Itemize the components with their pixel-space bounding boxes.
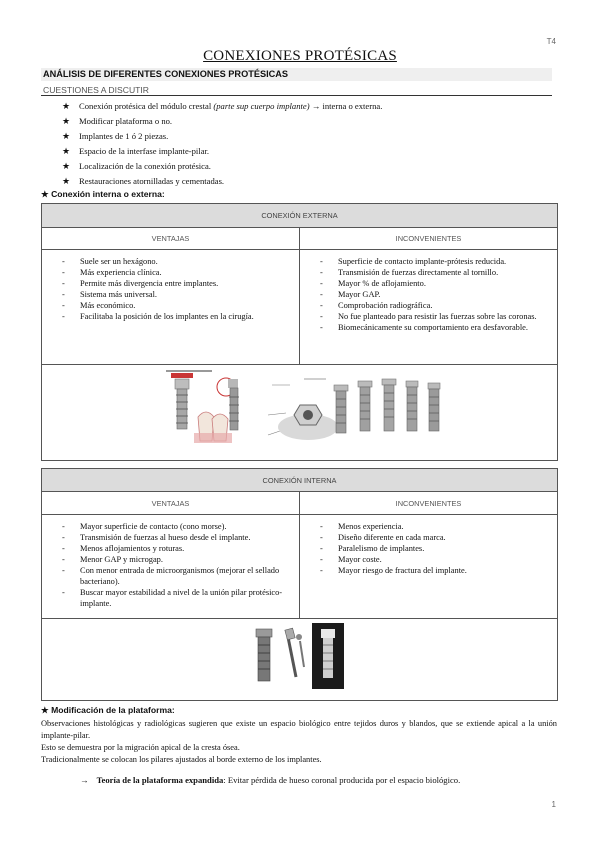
internal-external-heading: ★ Conexión interna o externa: — [41, 189, 165, 199]
internal-advantage-item: - Menor GAP y microgap. — [62, 554, 293, 565]
external-advantage-item: - Facilitaba la posición de los implantes en la cirugía. — [62, 311, 293, 322]
discussion-point: ★ Modificar plataforma o no. — [62, 114, 542, 129]
star-icon: ★ — [62, 176, 71, 186]
external-advantage-item: - Permite más divergencia entre implantes. — [62, 278, 293, 289]
internal-disadvantage-item: - Mayor riesgo de fractura del implante. — [320, 565, 551, 576]
internal-connection-table — [41, 468, 558, 701]
external-disadvantages-header: INCONVENIENTES — [300, 228, 558, 250]
external-disadvantage-item: - Mayor GAP. — [320, 289, 551, 300]
internal-disadvantage-item: - Diseño diferente en cada marca. — [320, 532, 551, 543]
discussion-point: ★ Espacio de la interfase implante-pilar. — [62, 144, 542, 159]
page-number-top: T4 — [546, 37, 556, 46]
xray-implant-image — [312, 623, 344, 689]
section-header: ANÁLISIS DE DIFERENTES CONEXIONES PROTÉSICAS — [41, 68, 552, 81]
star-icon: ★ — [62, 146, 71, 156]
platform-text — [41, 718, 557, 766]
expanded-platform-theory — [80, 775, 460, 785]
discussion-point: ★ Restauraciones atornilladas y cementadas. — [62, 174, 542, 189]
internal-disadvantages-cell — [300, 515, 558, 619]
star-icon: ★ — [62, 116, 71, 126]
internal-advantage-item: - Menos aflojamientos y roturas. — [62, 543, 293, 554]
internal-advantages-header: VENTAJAS — [42, 492, 300, 515]
external-disadvantage-item: - Comprobación radiográfica. — [320, 300, 551, 311]
discussion-point: ★ Implantes de 1 ó 2 piezas. — [62, 129, 542, 144]
discussion-point: ★ Conexión protésica del módulo crestal (parte sup cuerpo implante) → interna o externa. — [62, 99, 542, 114]
discussion-point: ★ Localización de la conexión protésica. — [62, 159, 542, 174]
platform-paragraph: Esto se demuestra por la migración apical de la cresta ósea. — [41, 743, 240, 752]
platform-heading: ★ Modificación de la plataforma: — [41, 705, 175, 715]
internal-advantage-item: - Transmisión de fuerzas al hueso desde el implante. — [62, 532, 293, 543]
external-hexagon-closeup — [268, 379, 338, 440]
external-advantage-item: - Suele ser un hexágono. — [62, 256, 293, 267]
arrow-icon: → — [80, 775, 89, 785]
internal-disadvantages-header: INCONVENIENTES — [300, 492, 558, 515]
internal-implant-image — [256, 629, 272, 681]
external-advantages-header: VENTAJAS — [42, 228, 300, 250]
internal-advantage-item: - Buscar mayor estabilidad a nivel de la unión pilar protésico-implante. — [62, 587, 293, 609]
external-advantages-cell — [42, 250, 300, 365]
external-advantage-item: - Más experiencia clínica. — [62, 267, 293, 278]
internal-advantage-item: - Mayor superficie de contacto (cono morse). — [62, 521, 293, 532]
platform-paragraph: Observaciones histológicas y radiológicas sugieren que existe un espacio biológico entre tejidos duros y blandos, que se extiende apical a la unión implante-pilar. — [41, 719, 557, 740]
internal-disadvantage-item: - Menos experiencia. — [320, 521, 551, 532]
implant-row — [334, 379, 440, 433]
star-icon: ★ — [62, 131, 71, 141]
external-connection-table — [41, 203, 558, 461]
external-disadvantage-item: - Biomecánicamente su comportamiento era desfavorable. — [320, 322, 551, 333]
page-number-bottom: 1 — [551, 800, 556, 809]
subsection-header: CUESTIONES A DISCUTIR — [41, 84, 552, 96]
star-icon: ★ — [62, 101, 71, 111]
theory-label: Teoría de la plataforma expandida — [96, 775, 224, 785]
star-icon: ★ — [62, 161, 71, 171]
internal-disadvantage-item: - Mayor coste. — [320, 554, 551, 565]
internal-table-title: CONEXIÓN INTERNA — [42, 469, 558, 492]
external-disadvantage-item: - Transmisión de fuerzas directamente al tornillo. — [320, 267, 551, 278]
internal-advantages-cell — [42, 515, 300, 619]
internal-advantage-item: - Con menor entrada de microorganismos (mejorar el sellado bacteriano). — [62, 565, 293, 587]
page-title: CONEXIONES PROTÉSICAS — [203, 48, 397, 64]
external-advantage-item: - Sistema más universal. — [62, 289, 293, 300]
external-disadvantage-item: - Superficie de contacto implante-prótesis reducida. — [320, 256, 551, 267]
external-disadvantage-item: - No fue planteado para resistir las fuerzas sobre las coronas. — [320, 311, 551, 322]
external-connection-images — [42, 365, 558, 461]
external-table-title: CONEXIÓN EXTERNA — [42, 204, 558, 228]
theory-text: : Evitar pérdida de hueso coronal producida por el espacio biológico. — [223, 775, 461, 785]
external-disadvantage-item: - Mayor % de aflojamiento. — [320, 278, 551, 289]
abutment-screw-image — [285, 628, 304, 677]
external-advantage-item: - Más económico. — [62, 300, 293, 311]
internal-disadvantage-item: - Paralelismo de implantes. — [320, 543, 551, 554]
platform-paragraph: Tradicionalmente se colocan los pilares ajustados al borde externo de los implantes. — [41, 755, 322, 764]
external-disadvantages-cell — [300, 250, 558, 365]
implant-with-crown-diagram — [166, 371, 239, 443]
internal-connection-images — [42, 619, 558, 701]
discussion-points-list — [62, 99, 542, 189]
